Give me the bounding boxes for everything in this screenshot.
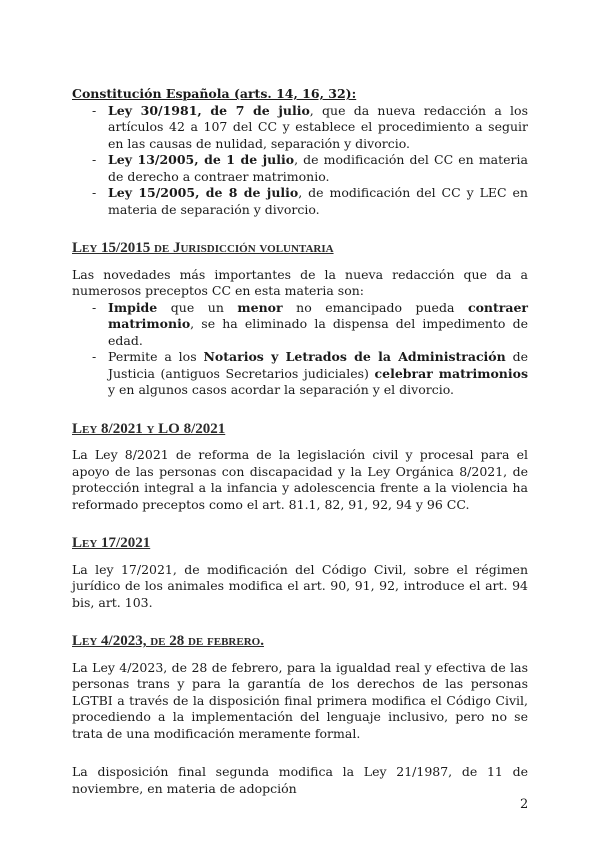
section-heading-ley8-2021: Ley 8/2021 y LO 8/2021	[72, 420, 226, 437]
text: y en algunos casos acordar la separación y el divorcio.	[108, 382, 454, 397]
ley4-2023-text: La Ley 4/2023, de 28 de febrero, para la igualdad real y efectiva de las personas trans y para la garantía de los derechos de las personas LGTBI a través de la disposición final primera modifica el Código Civil, procediendo a la implementación del lenguaje inclusivo, pero no se trata de una modificación meramente formal.	[72, 659, 528, 741]
list-item	[108, 300, 528, 350]
bold-text: Notarios y Letrados de la Administración	[203, 349, 506, 364]
bold-text: Impide	[108, 299, 158, 315]
text: no emancipado pueda	[282, 299, 468, 315]
bold-text: contraer matrimonio	[108, 299, 528, 331]
bold-text: celebrar matrimonios	[374, 365, 528, 381]
list-item	[108, 103, 528, 153]
bold-text: menor	[237, 299, 283, 315]
text: Permite a los	[108, 349, 204, 364]
constitution-title: Constitución Española (arts. 14, 16, 32):	[72, 86, 357, 101]
ley17-2021-text: La ley 17/2021, de modificación del Código Civil, sobre el régimen jurídico de los animales modifica el art. 90, 91, 92, introduce el art. 94 bis, art. 103.	[72, 561, 528, 610]
law-description: , de modificación del CC y LEC en materia de separación y divorcio.	[108, 185, 528, 217]
ley15-2015-list	[72, 300, 528, 399]
law-name: Ley 15/2005, de 8 de julio	[108, 185, 299, 200]
list-item	[108, 185, 528, 218]
page-number: 2	[520, 797, 529, 812]
section-heading-ley17-2021: Ley 17/2021	[72, 535, 151, 551]
ley15-2015-intro: Las novedades más importantes de la nueva redacción que da a numerosos preceptos CC en esta materia son:	[72, 266, 528, 298]
section-heading-ley15-2015: Ley 15/2015 de Jurisdicción voluntaria	[72, 240, 334, 256]
page-content	[72, 86, 528, 797]
law-description: , de modificación del CC en materia de derecho a contraer matrimonio.	[108, 152, 528, 184]
section-heading-ley4-2023: Ley 4/2023, de 28 de febrero.	[72, 633, 264, 649]
law-name: Ley 13/2005, de 1 de julio	[108, 152, 295, 167]
constitution-list	[72, 103, 528, 219]
ley8-2021-text: La Ley 8/2021 de reforma de la legislación civil y procesal para el apoyo de las personas con discapacidad y la Ley Orgánica 8/2021, de protección integral a la infancia y adolescencia frente a la violencia ha reformado preceptos como el art. 81.1, 82, 91, 92, 94 y 96 CC.	[72, 447, 528, 512]
text: , se ha eliminado la dispensa del impedimento de edad.	[108, 316, 528, 348]
law-description: , que da nueva redacción a los artículos 42 a 107 del CC y establece el procedimiento a seguir en las causas de nulidad, separación y divorcio.	[108, 102, 528, 151]
list-item	[108, 349, 528, 399]
list-item	[108, 152, 528, 185]
ley4-2023-text-2: La disposición final segunda modifica la Ley 21/1987, de 11 de noviembre, en materia de adopción	[72, 764, 528, 796]
text: que un	[157, 299, 238, 315]
law-name: Ley 30/1981, de 7 de julio	[108, 102, 310, 118]
text: de Justicia (antiguos Secretarios judiciales)	[108, 349, 529, 381]
